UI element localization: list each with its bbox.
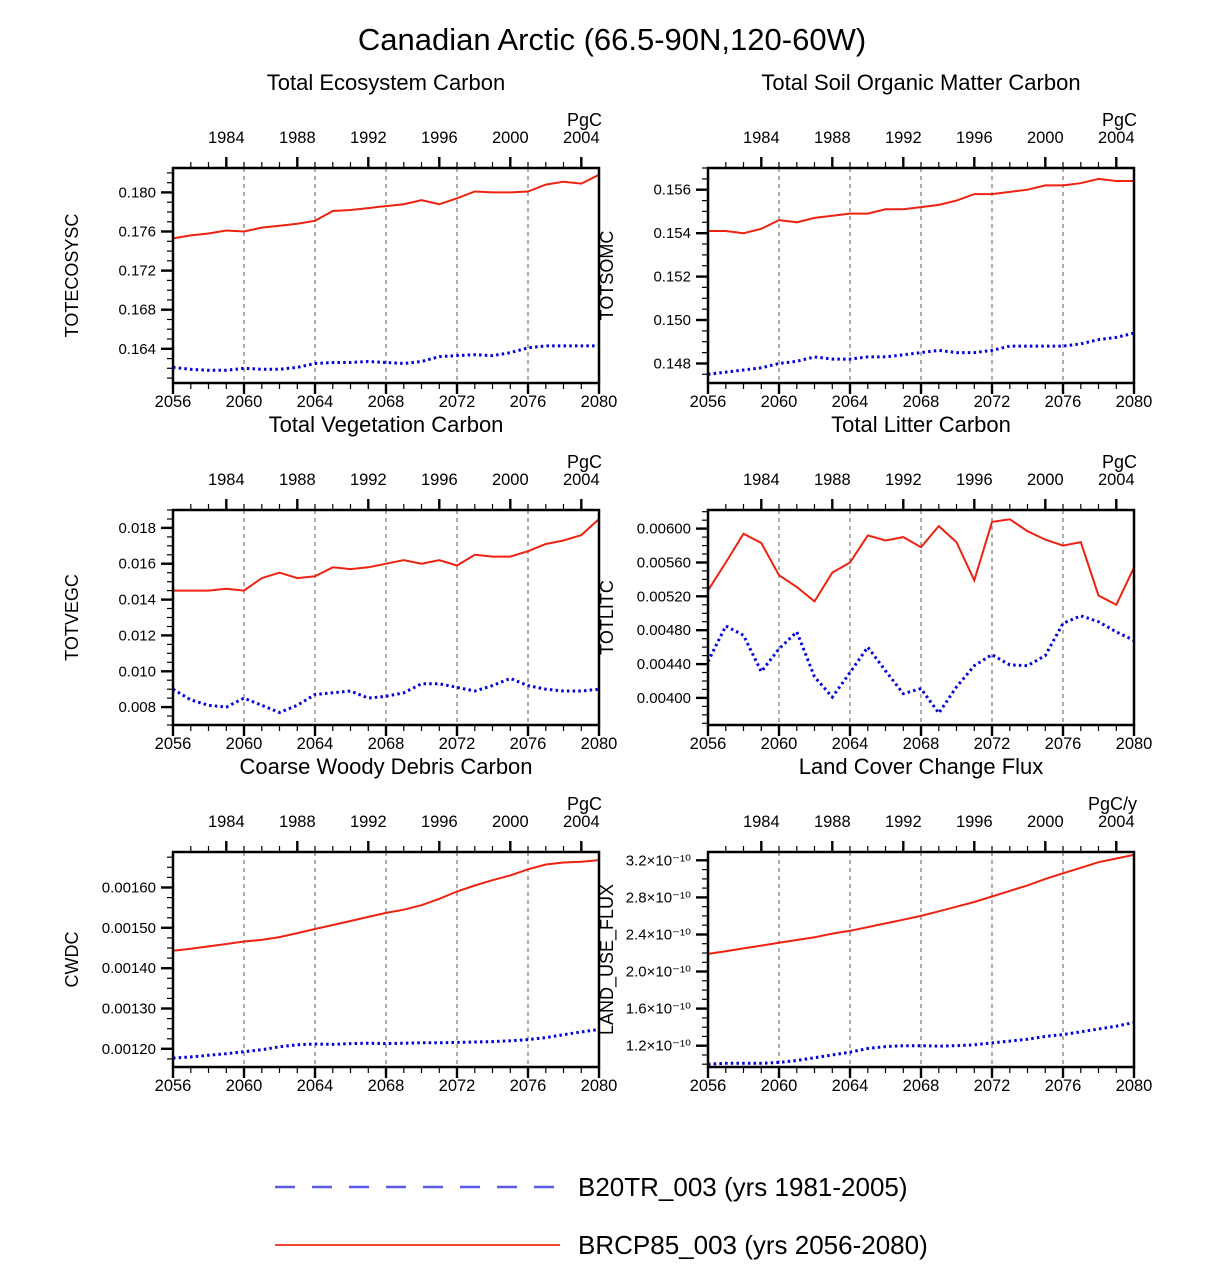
chart-title: Total Soil Organic Matter Carbon: [761, 70, 1081, 95]
y-axis-name: TOTVEGC: [62, 574, 82, 661]
chart-total-litter-carbon: [575, 410, 1160, 755]
y-tick-label: 0.152: [653, 268, 691, 286]
y-tick-label: 0.018: [118, 519, 156, 537]
y-tick-label: 0.012: [118, 627, 156, 645]
bottom-axis-tick-label: 2056: [689, 393, 727, 411]
top-axis-tick-label: 2004: [562, 129, 600, 147]
top-axis-tick-label: 1992: [349, 129, 387, 147]
bottom-axis-tick-label: 2068: [367, 1077, 405, 1095]
y-tick-label: 1.2×10⁻¹⁰: [625, 1037, 691, 1055]
top-axis-tick-label: 2000: [1026, 813, 1064, 831]
chart-title: Total Litter Carbon: [831, 412, 1011, 437]
bottom-axis-tick-label: 2072: [973, 393, 1011, 411]
top-axis-tick-label: 1996: [955, 129, 993, 147]
top-axis-tick-label: 1984: [207, 471, 245, 489]
top-axis-tick-label: 1992: [884, 471, 922, 489]
y-tick-label: 0.00160: [101, 879, 156, 897]
chart-land-cover-change-flux: [575, 752, 1160, 1097]
unit-label: PgC: [566, 794, 602, 814]
y-tick-label: 3.2×10⁻¹⁰: [625, 852, 691, 870]
chart-title: Total Ecosystem Carbon: [266, 70, 506, 95]
bottom-axis-tick-label: 2064: [296, 1077, 334, 1095]
bottom-axis-tick-label: 2080: [1115, 1077, 1153, 1095]
unit-label: PgC: [1101, 452, 1137, 472]
legend-BRCP85_003-label: BRCP85_003 (yrs 2056-2080): [578, 1230, 928, 1260]
y-tick-label: 0.180: [118, 184, 156, 202]
legend: [240, 1160, 980, 1280]
bottom-axis-tick-label: 2064: [296, 393, 334, 411]
y-axis-name: TOTSOMC: [597, 230, 617, 321]
bottom-axis-tick-label: 2076: [1044, 1077, 1082, 1095]
chart-total-ecosystem-carbon: [40, 68, 625, 413]
chart-title: Coarse Woody Debris Carbon: [239, 754, 533, 779]
top-axis-tick-label: 1988: [813, 813, 851, 831]
top-axis-tick-label: 2004: [562, 813, 600, 831]
bottom-axis-tick-label: 2060: [225, 393, 263, 411]
y-axis-name: TOTECOSYSC: [62, 213, 82, 338]
y-tick-label: 2.0×10⁻¹⁰: [625, 963, 691, 981]
y-tick-label: 2.8×10⁻¹⁰: [625, 889, 691, 907]
y-tick-label: 0.00600: [636, 520, 691, 538]
unit-label: PgC/y: [1087, 794, 1137, 814]
top-axis-tick-label: 1996: [420, 129, 458, 147]
y-tick-label: 0.00560: [636, 554, 691, 572]
top-axis-tick-label: 1988: [278, 813, 316, 831]
y-tick-label: 0.014: [118, 591, 156, 609]
y-tick-label: 0.156: [653, 181, 691, 199]
top-axis-tick-label: 1992: [884, 129, 922, 147]
bottom-axis-tick-label: 2060: [760, 1077, 798, 1095]
bottom-axis-tick-label: 2060: [760, 393, 798, 411]
bottom-axis-tick-label: 2060: [225, 1077, 263, 1095]
unit-label: PgC: [566, 110, 602, 130]
bottom-axis-tick-label: 2064: [296, 735, 334, 753]
bottom-axis-tick-label: 2060: [225, 735, 263, 753]
bottom-axis-tick-label: 2080: [1115, 393, 1153, 411]
y-tick-label: 0.00480: [636, 622, 691, 640]
bottom-axis-tick-label: 2056: [154, 735, 192, 753]
top-axis-tick-label: 1996: [420, 813, 458, 831]
bottom-axis-tick-label: 2080: [580, 393, 618, 411]
chart-total-soil-organic-matter-carbon: [575, 68, 1160, 413]
bottom-axis-tick-label: 2080: [580, 1077, 618, 1095]
y-tick-label: 0.164: [118, 340, 156, 358]
y-tick-label: 0.168: [118, 301, 156, 319]
bottom-axis-tick-label: 2068: [902, 735, 940, 753]
legend-B20TR_003-label: B20TR_003 (yrs 1981-2005): [578, 1172, 908, 1202]
y-tick-label: 0.010: [118, 663, 156, 681]
y-tick-label: 0.00400: [636, 689, 691, 707]
top-axis-tick-label: 1988: [278, 471, 316, 489]
y-tick-label: 0.00120: [101, 1040, 156, 1058]
bottom-axis-tick-label: 2076: [1044, 393, 1082, 411]
bottom-axis-tick-label: 2072: [973, 735, 1011, 753]
chart-title: Land Cover Change Flux: [798, 754, 1044, 779]
bottom-axis-tick-label: 2068: [902, 1077, 940, 1095]
y-axis-name: TOTLITC: [597, 580, 617, 655]
bottom-axis-tick-label: 2076: [509, 393, 547, 411]
y-tick-label: 0.154: [653, 225, 691, 243]
top-axis-tick-label: 2004: [562, 471, 600, 489]
chart-total-vegetation-carbon: [40, 410, 625, 755]
y-tick-label: 0.00130: [101, 1000, 156, 1018]
y-tick-label: 0.176: [118, 223, 156, 241]
bottom-axis-tick-label: 2076: [509, 735, 547, 753]
bottom-axis-tick-label: 2076: [509, 1077, 547, 1095]
top-axis-tick-label: 1984: [742, 471, 780, 489]
bottom-axis-tick-label: 2072: [438, 1077, 476, 1095]
top-axis-tick-label: 2004: [1097, 813, 1135, 831]
chart-total-soil-organic-matter-carbon-plot: [575, 68, 1153, 413]
bottom-axis-tick-label: 2072: [973, 1077, 1011, 1095]
y-tick-label: 0.00140: [101, 960, 156, 978]
top-axis-tick-label: 1984: [207, 813, 245, 831]
y-tick-label: 0.016: [118, 555, 156, 573]
bottom-axis-tick-label: 2072: [438, 393, 476, 411]
unit-label: PgC: [566, 452, 602, 472]
top-axis-tick-label: 2000: [1026, 471, 1064, 489]
series-BRCP85_003-line: [173, 860, 599, 951]
y-tick-label: 2.4×10⁻¹⁰: [625, 926, 691, 944]
y-axis-name: LAND_USE_FLUX: [597, 883, 617, 1036]
bottom-axis-tick-label: 2080: [1115, 735, 1153, 753]
unit-label: PgC: [1101, 110, 1137, 130]
top-axis-tick-label: 2004: [1097, 471, 1135, 489]
top-axis-tick-label: 1984: [742, 813, 780, 831]
top-axis-tick-label: 1992: [884, 813, 922, 831]
top-axis-tick-label: 2000: [1026, 129, 1064, 147]
bottom-axis-tick-label: 2064: [831, 393, 869, 411]
chart-total-litter-carbon-plot: [575, 410, 1153, 755]
top-axis-tick-label: 1984: [207, 129, 245, 147]
y-tick-label: 0.172: [118, 262, 156, 280]
bottom-axis-tick-label: 2072: [438, 735, 476, 753]
bottom-axis-tick-label: 2064: [831, 1077, 869, 1095]
bottom-axis-tick-label: 2056: [154, 1077, 192, 1095]
y-tick-label: 1.6×10⁻¹⁰: [625, 1000, 691, 1018]
top-axis-tick-label: 1996: [955, 813, 993, 831]
top-axis-tick-label: 2004: [1097, 129, 1135, 147]
top-axis-tick-label: 1988: [813, 471, 851, 489]
y-tick-label: 0.150: [653, 312, 691, 329]
top-axis-tick-label: 2000: [491, 813, 529, 831]
bottom-axis-tick-label: 2068: [367, 735, 405, 753]
bottom-axis-tick-label: 2076: [1044, 735, 1082, 753]
top-axis-tick-label: 1984: [742, 129, 780, 147]
top-axis-tick-label: 2000: [491, 129, 529, 147]
top-axis-tick-label: 1996: [420, 471, 458, 489]
chart-land-cover-change-flux-plot: [575, 752, 1153, 1097]
bottom-axis-tick-label: 2056: [154, 393, 192, 411]
chart-title: Total Vegetation Carbon: [268, 412, 504, 437]
bottom-axis-tick-label: 2056: [689, 1077, 727, 1095]
y-axis-name: CWDC: [62, 931, 82, 988]
series-B20TR_003-line: [173, 346, 599, 370]
top-axis-tick-label: 1992: [349, 813, 387, 831]
y-tick-label: 0.00440: [636, 656, 691, 674]
top-axis-tick-label: 1988: [813, 129, 851, 147]
y-tick-label: 0.008: [118, 699, 156, 717]
series-B20TR_003-line: [173, 678, 599, 712]
top-axis-tick-label: 1988: [278, 129, 316, 147]
y-tick-label: 0.00150: [101, 919, 156, 937]
page-title: Canadian Arctic (66.5-90N,120-60W): [357, 22, 867, 57]
top-axis-tick-label: 1996: [955, 471, 993, 489]
top-axis-tick-label: 1992: [349, 471, 387, 489]
bottom-axis-tick-label: 2060: [760, 735, 798, 753]
bottom-axis-tick-label: 2064: [831, 735, 869, 753]
top-axis-tick-label: 2000: [491, 471, 529, 489]
bottom-axis-tick-label: 2080: [580, 735, 618, 753]
bottom-axis-tick-label: 2056: [689, 735, 727, 753]
bottom-axis-tick-label: 2068: [902, 393, 940, 411]
y-tick-label: 0.00520: [636, 588, 691, 606]
bottom-axis-tick-label: 2068: [367, 393, 405, 411]
chart-coarse-woody-debris-carbon: [40, 752, 625, 1097]
y-tick-label: 0.148: [653, 355, 691, 373]
